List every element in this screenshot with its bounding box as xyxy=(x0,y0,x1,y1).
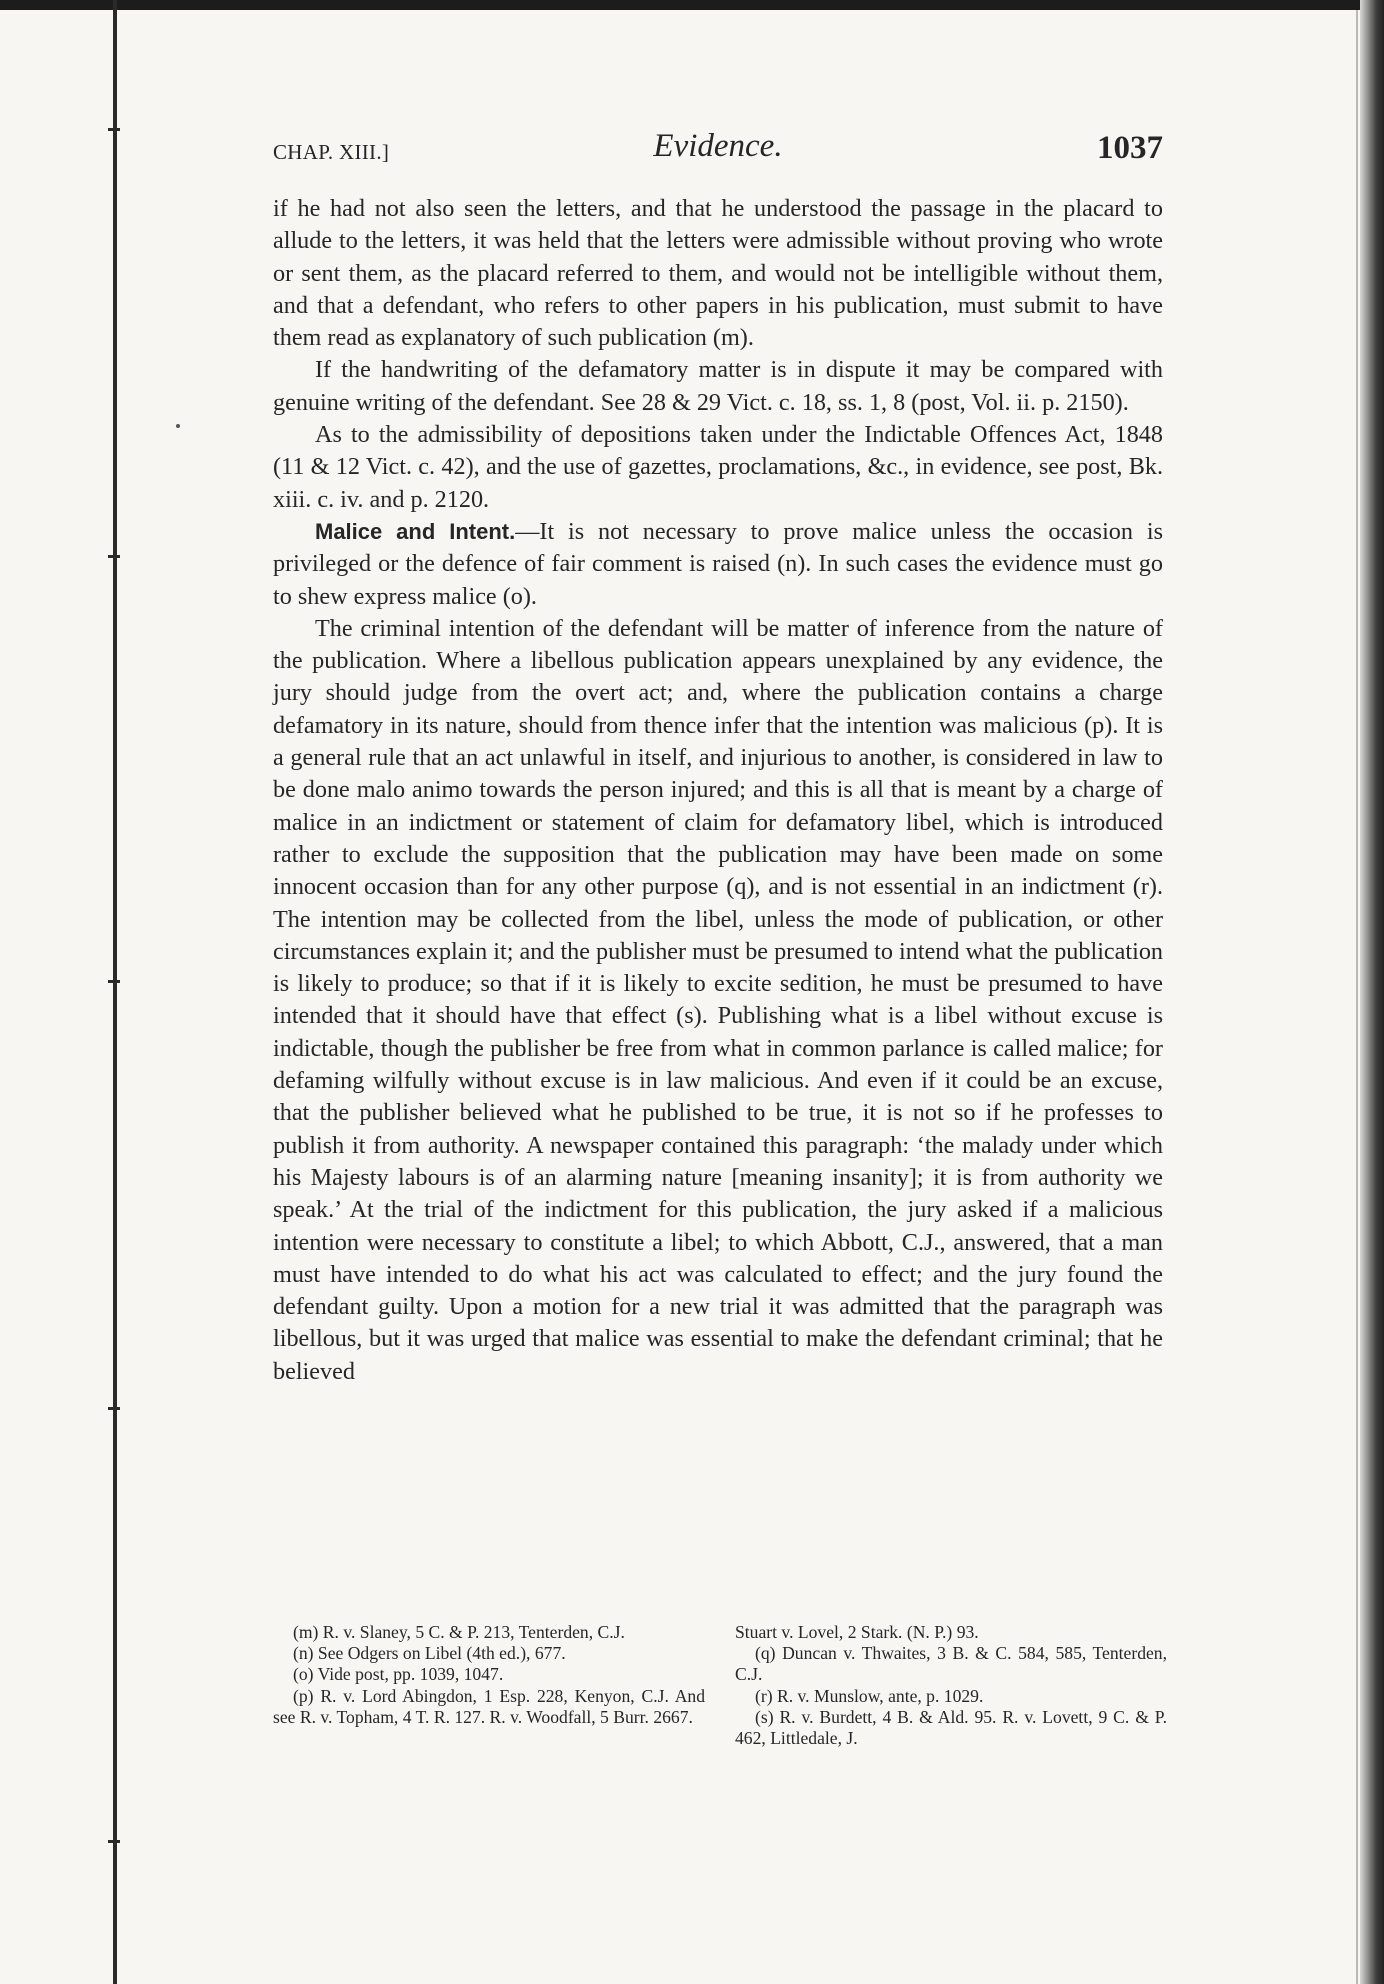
top-page-edge xyxy=(0,0,1384,10)
paragraph-handwriting: If the handwriting of the defamatory matter is in dispute it may be compared with genuine writing of the defendant. See 28 & 29 Vict. c. 18, ss. 1, 8 (post, Vol. ii. p. 2150). xyxy=(273,356,1163,416)
footnotes-right-column xyxy=(735,1622,1167,1749)
binding-tick xyxy=(108,555,120,558)
paragraph-malice xyxy=(273,516,1163,613)
chapter-label: CHAP. XIII.] xyxy=(273,140,390,164)
paper-speck xyxy=(176,424,180,428)
paragraph-depositions: As to the admissibility of depositions taken under the Indictable Offences Act, 1848 (11 & 12 Vict. c. 42), and the use of gazettes, proclamations, &c., in evidence, see post, Bk. xiii. c. iv. and p. 2120. xyxy=(273,421,1163,513)
malice-text: —It is not necessary to prove malice unless the occasion is privileged or the defence of fair comment is raised (n). In such cases the evidence must go to shew express malice (o). xyxy=(273,517,1163,610)
footnote-o: (o) Vide post, pp. 1039, 1047. xyxy=(293,1664,504,1685)
main-text xyxy=(273,193,1163,1388)
page-margin-rule xyxy=(1356,10,1358,1984)
footnote-r: (r) R. v. Munslow, ante, p. 1029. xyxy=(755,1685,984,1706)
binding-tick xyxy=(108,1840,120,1843)
footnote-s: (s) R. v. Burdett, 4 B. & Ald. 95. R. v. Lovett, 9 C. & P. 462, Littledale, J. xyxy=(735,1706,1167,1749)
running-header xyxy=(273,128,1163,178)
paragraph-continued: if he had not also seen the letters, and that he understood the passage in the placard to allude to the letters, it was held that the letters were admissible without proving who wrote or sent them, as the placard referred to them, and would not be intelligible without them, and that a defendant, who refers to other papers in his publication, must submit to have them read as explanatory of such publication (m). xyxy=(273,195,1163,352)
footnote-m: (m) R. v. Slaney, 5 C. & P. 213, Tenterden, C.J. xyxy=(293,1622,625,1642)
footnote-p-continued: Stuart v. Lovel, 2 Stark. (N. P.) 93. xyxy=(735,1622,979,1642)
footnote-q: (q) Duncan v. Thwaites, 3 B. & C. 584, 585, Tenterden, C.J. xyxy=(735,1643,1167,1685)
binding-tick xyxy=(108,128,120,131)
running-title: Evidence. xyxy=(653,128,783,164)
footnote-n: (n) See Odgers on Libel (4th ed.), 677. xyxy=(293,1643,566,1664)
binding-rule xyxy=(113,0,117,1984)
footnotes-left-column xyxy=(273,1622,705,1728)
right-page-edge xyxy=(1360,0,1384,1984)
page-number: 1037 xyxy=(1097,130,1163,166)
binding-tick xyxy=(108,980,120,983)
paragraph-criminal-intention: The criminal intention of the defendant will be matter of inference from the nature of the publication. Where a libellous publication appears unexplained by any evidence, the jury should judge from the overt act; and, where the publication contains a charge defamatory in its nature, should from thence infer that the intention was malicious (p). It is a general rule that an act unlawful in itself, and injurious to another, is considered in law to be done malo animo towards the person injured; and this is all that is meant by a charge of malice in an indictment or statement of claim for defamatory libel, which is introduced rather to exclude the supposition that the publication may have been made on some innocent occasion than for any other purpose (q), and is not essential in an indictment (r). The intention may be collected from the libel, unless the mode of publication, or other circumstances explain it; and the publisher must be presumed to intend what the publication is likely to produce; so that if it is likely to excite sedition, he must be presumed to have intended that it should have that effect (s). Publishing what is a libel without excuse is indictable, though the publisher be free from what in common parlance is called malice; for defaming wilfully without excuse is in law malicious. And even if it could be an excuse, that the publisher believed what he published to be true, it is not so if he professes to publish it from authority. A newspaper contained this paragraph: ‘the malady under which his Majesty labours is of an alarming nature [meaning insanity]; it is from authority we speak.’ At the trial of the indictment for this publication, the jury asked if a malicious intention were necessary to constitute a libel; to which Abbott, C.J., answered, that a man must have intended to do what his act was calculated to effect; and the jury found the defendant guilty. Upon a motion for a new trial it was admitted that the paragraph was libellous, but it was urged that malice was essential to make the defendant criminal; that he believed xyxy=(273,614,1164,1385)
section-heading: Malice and Intent. xyxy=(315,518,516,544)
footnote-p: (p) R. v. Lord Abingdon, 1 Esp. 228, Kenyon, C.J. And see R. v. Topham, 4 T. R. 127. R. v. Woodfall, 5 Burr. 2667. xyxy=(273,1685,705,1727)
binding-tick xyxy=(108,1407,120,1410)
